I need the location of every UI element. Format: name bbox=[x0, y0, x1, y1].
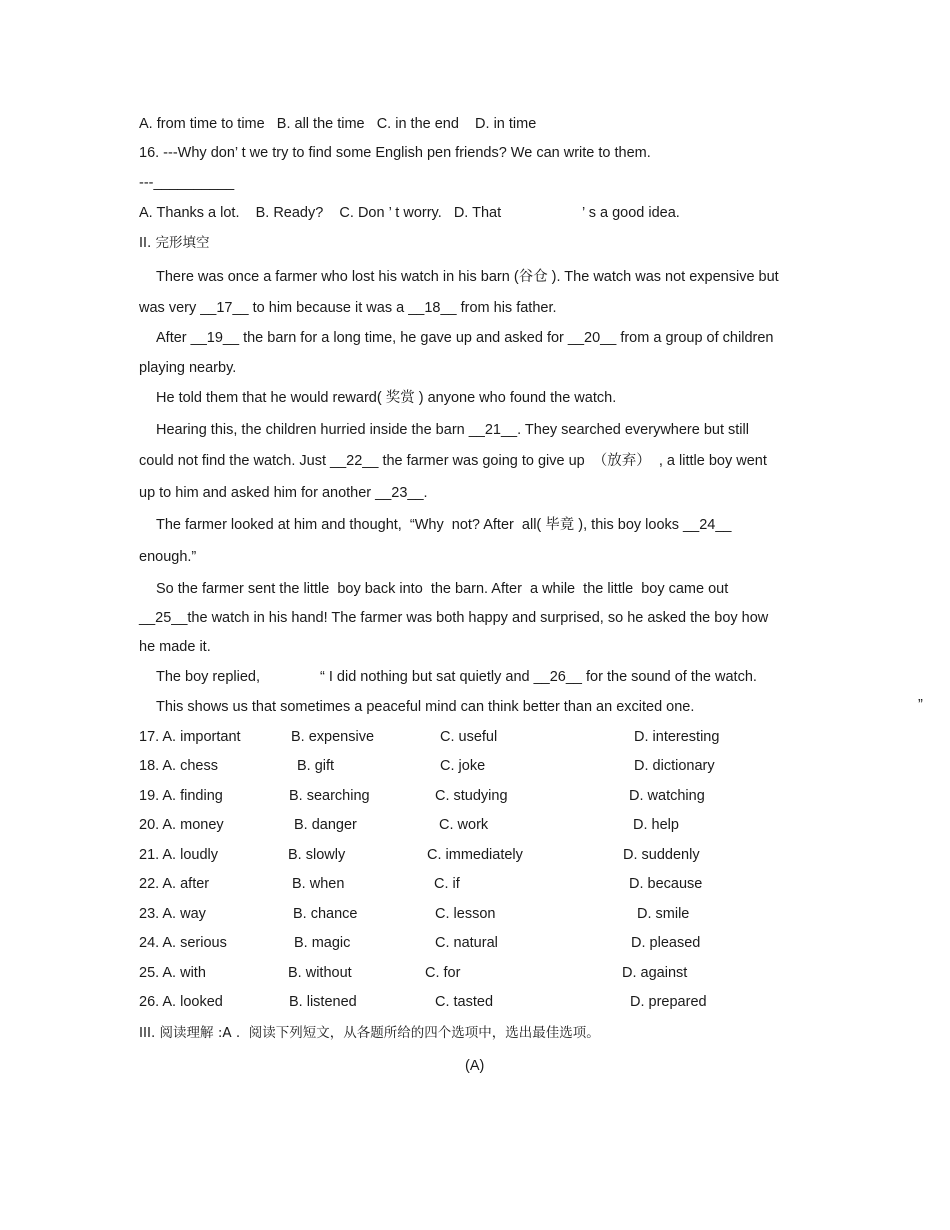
option-d: D. against bbox=[622, 965, 688, 981]
option-d: D. dictionary bbox=[634, 758, 715, 774]
passage-p6-line3: he made it. bbox=[139, 639, 211, 655]
option-b: B. magic bbox=[294, 935, 351, 951]
option-a: 22. A. after bbox=[139, 876, 210, 892]
passage-p4-line2: could not find the watch. Just __22__ the farmer was going to give up （放弃） , a little boy went bbox=[139, 453, 767, 469]
passage-p8-closing-quote: ” bbox=[918, 697, 923, 713]
passage-p5-line1: The farmer looked at him and thought, “Why not? After all( 毕竟 ), this boy looks __24__ bbox=[156, 517, 732, 533]
option-d: D. watching bbox=[629, 788, 705, 804]
passage-p1-line1: There was once a farmer who lost his watch in his barn (谷仓 ). The watch was not expensive but bbox=[156, 269, 779, 285]
passage-p7-quote: “ I did nothing but sat quietly and __26__ for the sound of the watch. bbox=[320, 669, 757, 685]
passage-p2-line1: After __19__ the barn for a long time, he gave up and asked for __20__ from a group of children bbox=[156, 330, 774, 346]
passage-p4-line1: Hearing this, the children hurried inside the barn __21__. They searched everywhere but still bbox=[156, 422, 749, 438]
option-c: C. natural bbox=[435, 935, 498, 951]
passage-p1-line2: was very __17__ to him because it was a __18__ from his father. bbox=[139, 300, 557, 316]
option-c: C. tasted bbox=[435, 994, 494, 1010]
option-c: C. useful bbox=[440, 729, 498, 745]
option-c: C. studying bbox=[435, 788, 508, 804]
section3-subtitle: (A) bbox=[465, 1058, 485, 1074]
option-a: 20. A. money bbox=[139, 817, 224, 833]
option-d: D. prepared bbox=[630, 994, 707, 1010]
option-a: 26. A. looked bbox=[139, 994, 223, 1010]
option-b: B. searching bbox=[289, 788, 370, 804]
q16-options: A. Thanks a lot. B. Ready? C. Don ’ t worry. D. That bbox=[139, 205, 502, 221]
q15-options: A. from time to time B. all the time C. in the end D. in time bbox=[139, 116, 537, 132]
passage-p2-line2: playing nearby. bbox=[139, 360, 237, 376]
option-c: C. joke bbox=[440, 758, 486, 774]
option-a: 17. A. important bbox=[139, 729, 241, 745]
option-d: D. pleased bbox=[631, 935, 701, 951]
option-b: B. without bbox=[288, 965, 352, 981]
q16-options-cont: ’ s a good idea. bbox=[582, 205, 680, 221]
passage-p6-line2: __25__the watch in his hand! The farmer was both happy and surprised, so he asked the boy how bbox=[139, 610, 769, 626]
option-c: C. work bbox=[439, 817, 489, 833]
option-d: D. because bbox=[629, 876, 703, 892]
option-a: 25. A. with bbox=[139, 965, 206, 981]
option-d: D. interesting bbox=[634, 729, 720, 745]
option-b: B. slowly bbox=[288, 847, 346, 863]
option-c: C. for bbox=[425, 965, 461, 981]
q16-question: 16. ---Why don’ t we try to find some English pen friends? We can write to them. bbox=[139, 145, 651, 161]
option-b: B. expensive bbox=[291, 729, 375, 745]
option-d: D. help bbox=[633, 817, 679, 833]
option-a: 21. A. loudly bbox=[139, 847, 218, 863]
option-c: C. if bbox=[434, 876, 460, 892]
passage-p6-line1: So the farmer sent the little boy back into the barn. After a while the little boy came out bbox=[156, 581, 729, 597]
option-b: B. chance bbox=[293, 906, 358, 922]
option-d: D. suddenly bbox=[623, 847, 700, 863]
passage-p3: He told them that he would reward( 奖赏 ) anyone who found the watch. bbox=[156, 390, 617, 406]
passage-p8: This shows us that sometimes a peaceful mind can think better than an excited one. bbox=[156, 699, 695, 715]
option-a: 19. A. finding bbox=[139, 788, 223, 804]
option-a: 18. A. chess bbox=[139, 758, 218, 774]
option-b: B. gift bbox=[297, 758, 335, 774]
option-b: B. when bbox=[292, 876, 345, 892]
passage-p4-line3: up to him and asked him for another __23__. bbox=[139, 485, 428, 501]
option-a: 24. A. serious bbox=[139, 935, 227, 951]
passage-p7-intro: The boy replied, bbox=[156, 669, 260, 685]
q16-answer-blank: ---__________ bbox=[139, 175, 235, 191]
option-b: B. listened bbox=[289, 994, 357, 1010]
passage-p5-line2: enough.” bbox=[139, 549, 197, 565]
section2-title: II. 完形填空 bbox=[139, 235, 210, 251]
section3-title: III. 阅读理解 :A . 阅读下列短文，从各题所给的四个选项中，选出最佳选项。 bbox=[139, 1025, 600, 1041]
option-d: D. smile bbox=[637, 906, 690, 922]
option-c: C. lesson bbox=[435, 906, 496, 922]
option-b: B. danger bbox=[294, 817, 357, 833]
option-c: C. immediately bbox=[427, 847, 523, 863]
option-a: 23. A. way bbox=[139, 906, 206, 922]
